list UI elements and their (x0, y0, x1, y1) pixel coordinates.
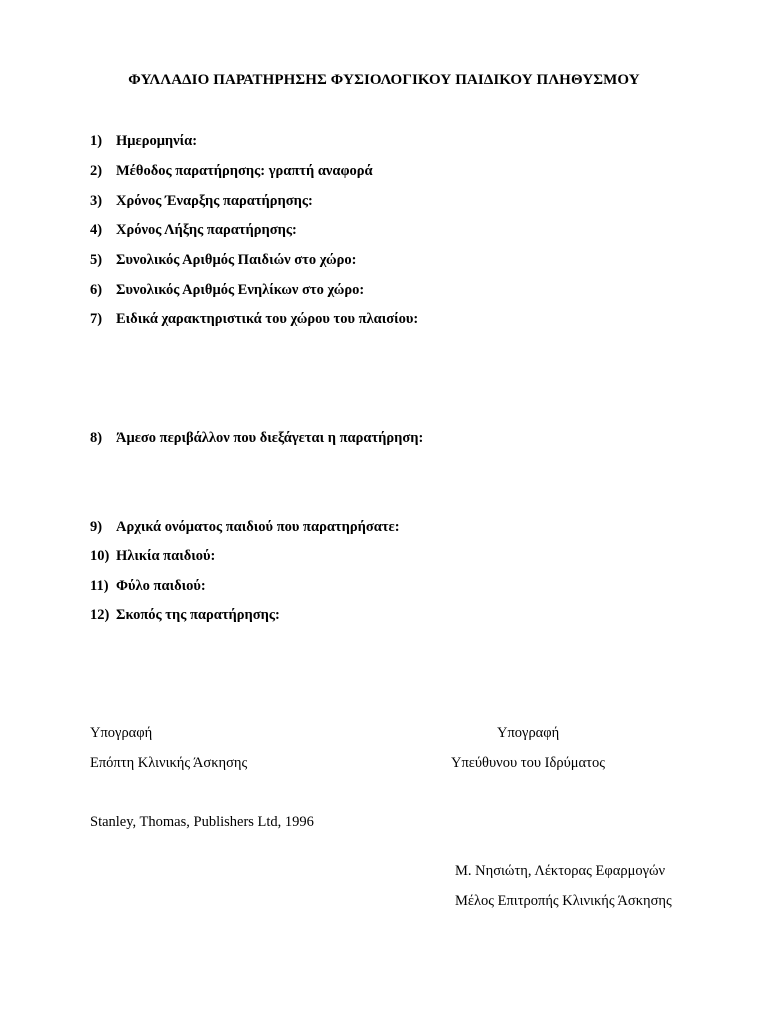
field-label: Ημερομηνία: (116, 133, 198, 149)
field-number: 5) (90, 252, 103, 268)
document-title: ΦΥΛΛΑΔΙΟ ΠΑΡΑΤΗΡΗΣΗΣ ΦΥΣΙΟΛΟΓΙΚΟΥ ΠΑΙΔΙΚΟΥ ΠΛΗΘΥΣΜΟΥ (128, 72, 640, 88)
field-observation-method (90, 163, 373, 180)
reference-citation: Stanley, Thomas, Publishers Ltd, 1996 (90, 814, 314, 830)
field-number: 2) (90, 163, 103, 179)
field-number: 3) (90, 193, 103, 209)
field-number: 10) (90, 548, 110, 564)
field-label: Χρόνος Λήξης παρατήρησης: (116, 222, 297, 238)
field-child-initials (90, 519, 400, 536)
author-committee: Μέλος Επιτροπής Κλινικής Άσκησης (455, 893, 672, 909)
field-label: Χρόνος Έναρξης παρατήρησης: (116, 193, 313, 209)
field-immediate-environment (90, 430, 423, 447)
field-space-characteristics (90, 311, 418, 328)
field-date (90, 133, 197, 150)
field-child-gender (90, 578, 206, 595)
signature-right-role: Υπεύθυνου του Ιδρύματος (451, 755, 605, 771)
field-label: Σκοπός της παρατήρησης: (116, 607, 280, 623)
field-start-time (90, 193, 313, 210)
field-label: Ειδικά χαρακτηριστικά του χώρου του πλαισίου: (116, 311, 419, 327)
author-name: Μ. Νησιώτη, Λέκτορας Εφαρμογών (455, 863, 666, 879)
field-observation-purpose (90, 607, 280, 624)
signature-left-role: Επόπτη Κλινικής Άσκησης (90, 755, 248, 771)
field-number: 4) (90, 222, 103, 238)
signature-right-label: Υπογραφή (497, 725, 560, 741)
field-label: Ηλικία παιδιού: (116, 548, 216, 564)
field-number: 7) (90, 311, 103, 327)
field-label: Συνολικός Αριθμός Ενηλίκων στο χώρο: (116, 282, 365, 298)
field-number: 11) (90, 578, 109, 594)
field-label: Συνολικός Αριθμός Παιδιών στο χώρο: (116, 252, 357, 268)
field-label: Μέθοδος παρατήρησης: γραπτή αναφορά (116, 163, 373, 179)
field-label: Φύλο παιδιού: (116, 578, 206, 594)
field-number: 6) (90, 282, 103, 298)
field-number: 9) (90, 519, 103, 535)
field-number: 8) (90, 430, 103, 446)
field-end-time (90, 222, 297, 239)
field-adults-count (90, 282, 364, 299)
field-label: Άμεσο περιβάλλον που διεξάγεται η παρατήρηση: (116, 430, 424, 446)
field-number: 1) (90, 133, 103, 149)
field-label: Αρχικά ονόματος παιδιού που παρατηρήσατε: (116, 519, 400, 535)
field-number: 12) (90, 607, 110, 623)
field-child-age (90, 548, 215, 565)
field-children-count (90, 252, 356, 269)
signature-left-label: Υπογραφή (90, 725, 153, 741)
